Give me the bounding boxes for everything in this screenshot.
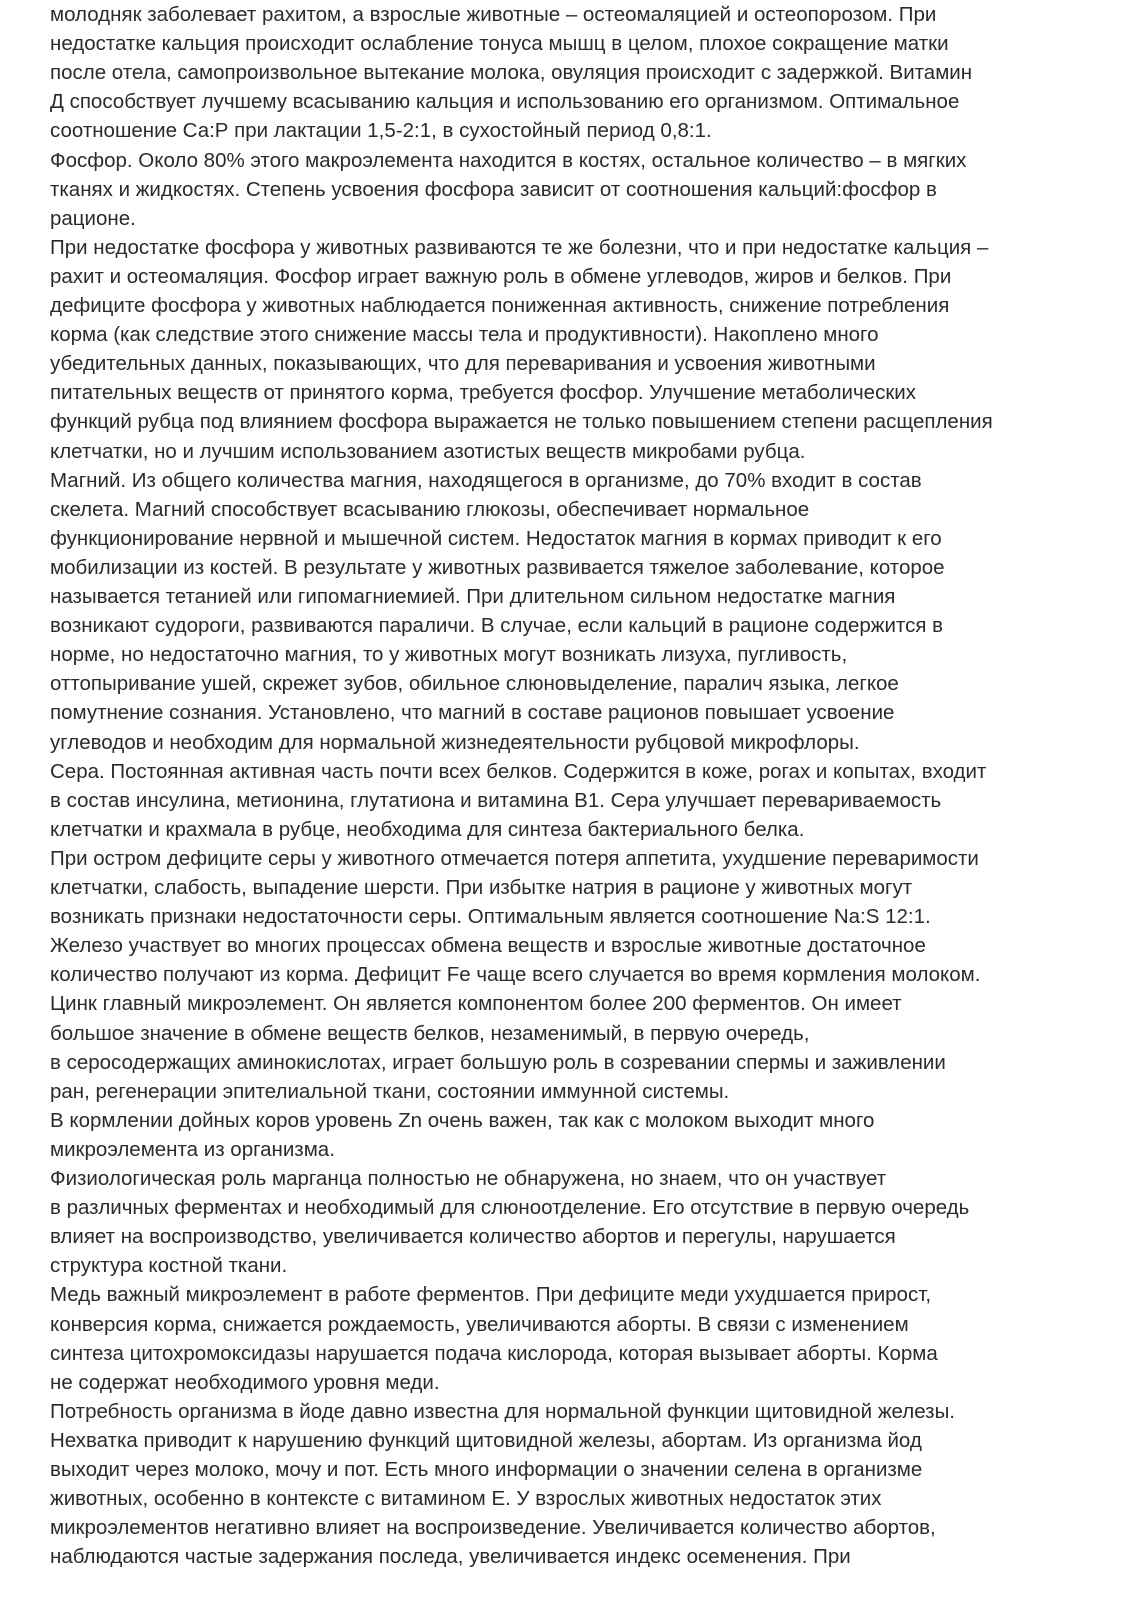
text-line: норме, но недостаточно магния, то у животных могут возникать лизуха, пугливость, — [50, 643, 848, 667]
text-line: большое значение в обмене веществ белков, незаменимый, в первую очередь, — [50, 1021, 810, 1045]
text-line: структура костной ткани. — [50, 1254, 288, 1278]
text-line: молодняк заболевает рахитом, а взрослые животные – остеомаляцией и остеопорозом. При — [50, 3, 937, 26]
text-line: скелета. Магний способствует всасыванию глюкозы, обеспечивает нормальное — [50, 497, 810, 521]
text-line: недостатке кальция происходит ослабление тонуса мышц в целом, плохое сокращение матки — [50, 32, 949, 56]
text-line: выходит через молоко, мочу и пот. Есть много информации о значении селена в организме — [50, 1458, 923, 1481]
text-line: убедительных данных, показывающих, что для переваривания и усвоения животными — [50, 352, 876, 376]
text-line: корма (как следствие этого снижение массы тела и продуктивности). Накоплено много — [50, 323, 879, 347]
text-line: в различных ферментах и необходимый для слюноотделение. Его отсутствие в первую очередь — [50, 1196, 970, 1220]
text-line: Потребность организма в йоде давно известна для нормальной функции щитовидной железы. — [50, 1399, 955, 1423]
text-line: рахит и остеомаляция. Фосфор играет важную роль в обмене углеводов, жиров и белков. При — [50, 264, 952, 288]
text-line: функций рубца под влиянием фосфора выражается не только повышением степени расщепления — [50, 410, 993, 434]
text-line: после отела, самопроизвольное вытекание молока, овуляция происходит с задержкой. Витамин — [50, 61, 973, 85]
text-line: углеводов и необходим для нормальной жизнедеятельности рубцовой микрофлоры. — [50, 730, 860, 754]
text-line: Медь важный микроэлемент в работе ферментов. При дефиците меди ухудшается прирост, — [50, 1283, 932, 1307]
text-line: оттопыривание ушей, скрежет зубов, обильное слюновыделение, паралич языка, легкое — [50, 672, 899, 696]
text-line: возникать признаки недостаточности серы. Оптимальным является соотношение Na:S 12:1. — [50, 905, 931, 929]
text-line: количество получают из корма. Дефицит Fe чаще всего случается во время кормления молоком. — [50, 963, 981, 987]
text-line: в серосодержащих аминокислотах, играет большую роль в созревании спермы и заживлении — [50, 1050, 946, 1074]
text-line: животных, особенно в контексте с витамином Е. У взрослых животных недостаток этих — [50, 1487, 882, 1511]
text-line: не содержат необходимого уровня меди. — [50, 1370, 440, 1394]
text-line: называется тетанией или гипомагниемией. При длительном сильном недостатке магния — [50, 585, 896, 608]
text-line: При остром дефиците серы у животного отмечается потеря аппетита, ухудшение переваримости — [50, 846, 979, 870]
text-line: Нехватка приводит к нарушению функций щитовидной железы, абортам. Из организма йод — [50, 1428, 922, 1452]
text-line: в состав инсулина, метионина, глутатиона и витамина В1. Сера улучшает перевариваемость — [50, 788, 942, 812]
text-line: питательных веществ от принятого корма, требуется фосфор. Улучшение метаболических — [50, 381, 917, 405]
text-line: синтеза цитохромоксидазы нарушается подача кислорода, которая вызывает аборты. Корма — [50, 1341, 938, 1365]
text-line: Физиологическая роль марганца полностью не обнаружена, но знаем, что он участвует — [50, 1167, 887, 1190]
text-line: Железо участвует во многих процессах обмена веществ и взрослые животные достаточное — [50, 934, 926, 958]
text-line: дефиците фосфора у животных наблюдается пониженная активность, снижение потребления — [50, 294, 950, 317]
text-line: Д способствует лучшему всасыванию кальция и использованию его организмом. Оптимальное — [50, 90, 960, 114]
text-line: Сера. Постоянная активная часть почти всех белков. Содержится в коже, рогах и копытах, входит — [50, 759, 987, 783]
text-line: клетчатки, но и лучшим использованием азотистых веществ микробами рубца. — [50, 439, 806, 463]
text-line: возникают судороги, развиваются параличи. В случае, если кальций в рационе содержится в — [50, 614, 944, 638]
text-line: наблюдаются частые задержания последа, увеличивается индекс осеменения. При — [50, 1545, 851, 1569]
text-line: микроэлемента из организма. — [50, 1137, 335, 1161]
text-line: тканях и жидкостях. Степень усвоения фосфора зависит от соотношения кальций:фосфор в — [50, 177, 937, 201]
text-line: рационе. — [50, 206, 136, 230]
text-line: Магний. Из общего количества магния, находящегося в организме, до 70% входит в состав — [50, 468, 922, 492]
text-line: В кормлении дойных коров уровень Zn очень важен, так как с молоком выходит много — [50, 1108, 875, 1132]
text-line: При недостатке фосфора у животных развиваются те же болезни, что и при недостатке кальция – — [50, 235, 989, 259]
text-line: микроэлементов негативно влияет на воспроизведение. Увеличивается количество абортов, — [50, 1516, 936, 1540]
text-line: мобилизации из костей. В результате у животных развивается тяжелое заболевание, которое — [50, 555, 945, 579]
text-line: функционирование нервной и мышечной систем. Недостаток магния в кормах приводит к его — [50, 526, 942, 550]
text-line: конверсия корма, снижается рождаемость, увеличиваются аборты. В связи с изменением — [50, 1312, 909, 1336]
text-line: влияет на воспроизводство, увеличивается количество абортов и перегулы, нарушается — [50, 1225, 896, 1249]
text-line: ран, регенерации эпителиальной ткани, состоянии иммунной системы. — [50, 1079, 730, 1103]
text-line: помутнение сознания. Установлено, что магний в составе рационов повышает усвоение — [50, 701, 895, 725]
text-line: клетчатки и крахмала в рубце, необходима для синтеза бактериального белка. — [50, 817, 805, 841]
text-line: соотношение Са:Р при лактации 1,5-2:1, в сухостойный период 0,8:1. — [50, 119, 712, 143]
text-line: Цинк главный микроэлемент. Он является компонентом более 200 ферментов. Он имеет — [50, 992, 902, 1016]
text-line: клетчатки, слабость, выпадение шерсти. При избытке натрия в рационе у животных могут — [50, 876, 913, 899]
text-line: Фосфор. Около 80% этого макроэлемента находится в костях, остальное количество – в мягких — [50, 148, 967, 172]
